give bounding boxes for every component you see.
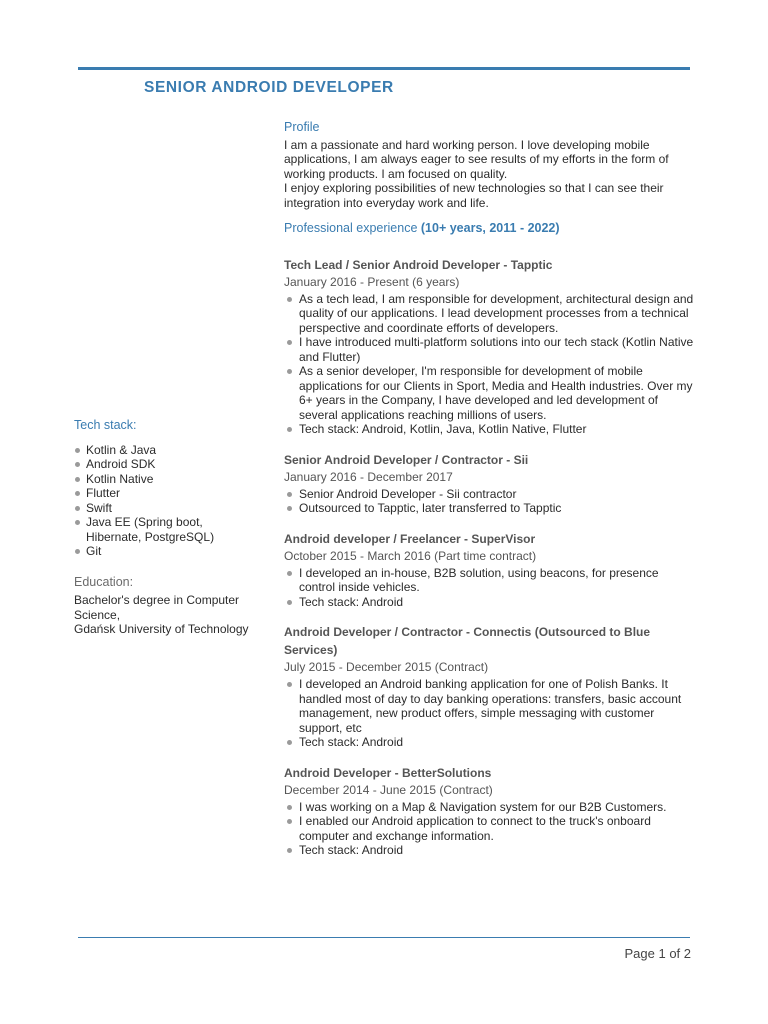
tech-stack-item: Android SDK [74,457,264,472]
profile-text [284,138,694,211]
header-rule [78,67,690,70]
job-bullet: I enabled our Android application to connect to the truck's onboard computer and exchange information. [284,814,694,843]
job-dates: January 2016 - Present (6 years) [284,274,460,289]
job-title: Android Developer / Contractor - Connectis (Outsourced to Blue Services) [284,625,651,657]
job-bullet: Outsourced to Tapptic, later transferred to Tapptic [284,501,694,516]
experience-heading [284,221,694,236]
job-bullets [284,487,694,516]
page-number: Page 1 of 2 [624,946,691,961]
tech-stack-item: Swift [74,501,264,516]
job-entry [284,256,694,437]
profile-heading: Profile [284,120,320,134]
profile-paragraph: I am a passionate and hard working person. I love developing mobile applications, I am always eager to see results of my efforts in the form of working products. I am focused on quality. [284,137,669,181]
experience-heading-label: Professional experience [284,221,421,235]
education-details [74,593,264,637]
profile-paragraph: I enjoy exploring possibilities of new technologies so that I can see their integration into everyday work and life. [284,181,664,210]
tech-stack-list [74,443,264,559]
job-bullets [284,292,694,437]
footer-rule [78,937,690,938]
education-line: Gdańsk University of Technology [74,622,249,636]
job-bullet: I developed an in-house, B2B solution, using beacons, for presence control inside vehicles. [284,566,694,595]
tech-stack-item: Flutter [74,486,264,501]
job-bullets [284,566,694,610]
job-bullet: Tech stack: Android [284,595,694,610]
tech-stack-item: Kotlin & Java [74,443,264,458]
job-bullets [284,800,694,858]
experience-years: (10+ years, 2011 - 2022) [420,221,560,235]
tech-stack-heading: Tech stack: [74,418,137,432]
job-entry [284,623,694,750]
sidebar [74,418,264,637]
job-bullet: Tech stack: Android [284,735,694,750]
tech-stack-item: Java EE (Spring boot, Hibernate, PostgreSQL) [74,515,236,544]
job-title: Tech Lead / Senior Android Developer - Tapptic [284,257,553,272]
job-bullet: Tech stack: Android, Kotlin, Java, Kotlin Native, Flutter [284,422,694,437]
job-bullet: As a senior developer, I'm responsible for development of mobile applications for our Clients in Sport, Media and Health industries. Over my 6+ years in the Company, I have developed and led development of several applications reaching millions of users. [284,364,694,422]
job-title: Senior Android Developer / Contractor - Sii [284,452,529,467]
job-bullet: As a tech lead, I am responsible for development, architectural design and quality of our applications. I lead development processes from a technical perspective and coordinate efforts of developers. [284,292,694,336]
job-bullet: Senior Android Developer - Sii contractor [284,487,694,502]
job-bullet: I have introduced multi-platform solutions into our tech stack (Kotlin Native and Flutter) [284,335,694,364]
job-bullets [284,677,694,750]
job-dates: October 2015 - March 2016 (Part time contract) [284,548,537,563]
job-entry [284,451,694,516]
job-title: Android Developer - BetterSolutions [284,765,492,780]
document-title: SENIOR ANDROID DEVELOPER [144,79,394,96]
education-line: Science, [74,607,121,622]
job-entry [284,530,694,610]
job-title: Android developer / Freelancer - SuperVisor [284,531,536,546]
job-dates: January 2016 - December 2017 [284,469,453,484]
job-bullet: I was working on a Map & Navigation system for our B2B Customers. [284,800,694,815]
tech-stack-item: Kotlin Native [74,472,264,487]
job-entry [284,764,694,858]
tech-stack-item: Git [74,544,264,559]
job-dates: July 2015 - December 2015 (Contract) [284,660,489,674]
job-bullet: Tech stack: Android [284,843,694,858]
job-dates: December 2014 - June 2015 (Contract) [284,782,493,797]
job-bullet: I developed an Android banking application for one of Polish Banks. It handled most of day to day banking operations: transfers, basic account management, new product offers, simple messaging with customer support, etc [284,677,694,735]
education-line: Bachelor's degree in Computer [74,593,240,607]
education-heading: Education: [74,574,134,589]
main-content [284,120,694,872]
